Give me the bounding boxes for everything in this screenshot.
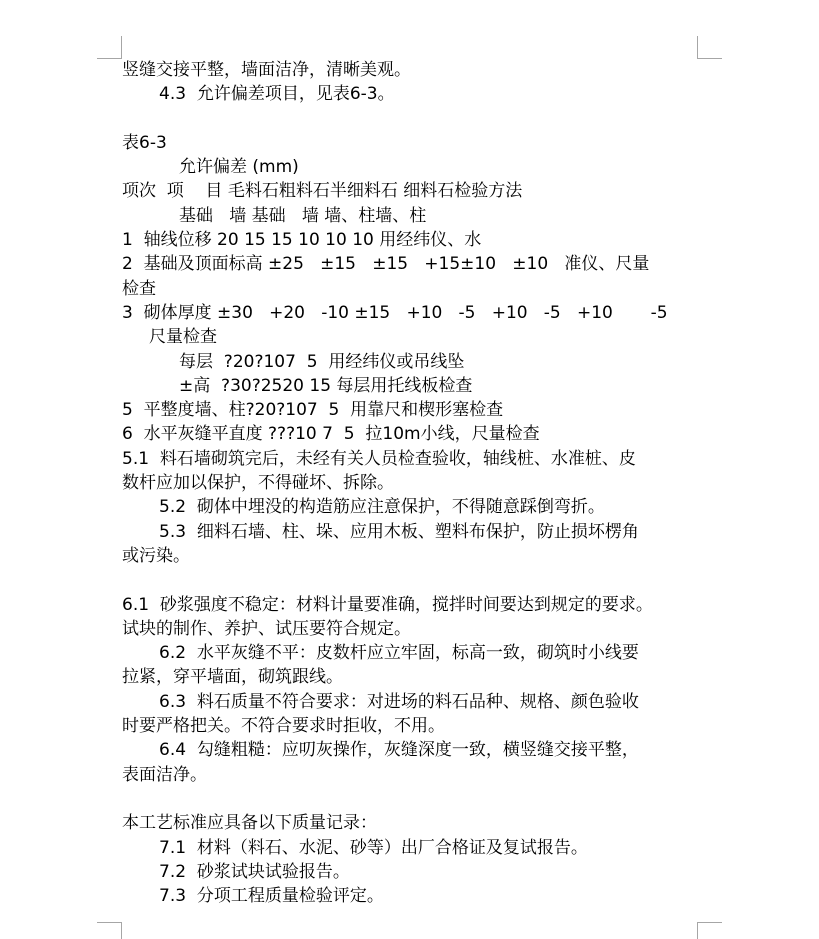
paragraph-line: 4.3 允许偏差项目，见表6-3。 [159,84,395,105]
blank-line [122,787,702,811]
paragraph-line: 试块的制作、养护、试压要符合规定。 [122,618,411,639]
paragraph-line: 6.2 水平灰缝不平：皮数杆应立牢固，标高一致，砌筑时小线要 [159,643,639,664]
table-row-line: ±高 ?30?2520 15 每层用托线板检查 [179,375,473,396]
paragraph-line: 5.3 细料石墙、柱、垛、应用木板、塑料布保护，防止损坏楞角 [159,521,639,542]
table-row-line: 每层 ?20?107 5 用经纬仪或吊线坠 [179,351,465,372]
list-item: 7.3 分项工程质量检验评定。 [159,886,384,907]
paragraph-line: 数杆应加以保护，不得碰坏、拆除。 [122,473,394,494]
table-row-line: 3 砌体厚度 ±30 +20 -10 ±15 +10 -5 +10 -5 +10 -5 [122,302,668,323]
paragraph-line: 5.1 料石墙砌筑完后，未经有关人员检查验收，轴线桩、水准桩、皮 [122,448,636,469]
table-subheader-line: 基础 墙 基础 墙 墙、柱墙、柱 [179,205,427,226]
paragraph-line: 6.1 砂浆强度不稳定：材料计量要准确，搅拌时间要达到规定的要求。 [122,594,653,615]
list-item: 7.2 砂浆试块试验报告。 [159,861,350,882]
table-row-line: 5 平整度墙、柱?20?107 5 用靠尺和楔形塞检查 [122,400,504,421]
crop-mark-bottom-right [697,922,722,939]
paragraph-line: 竖缝交接平整，墙面洁净，清晰美观。 [122,60,411,80]
table-unit-line: 允许偏差 (mm) [179,157,299,178]
blank-line [122,107,702,131]
paragraph-line: 6.3 料石质量不符合要求：对进场的料石品种、规格、颜色验收 [159,691,639,712]
table-row-line: 检查 [122,278,156,299]
table-header-line: 项次 项 目 毛料石粗料石半细料石 细料石检验方法 [122,181,523,202]
table-caption: 表6-3 [122,132,167,153]
paragraph-line: 表面洁净。 [122,764,207,785]
paragraph-line: 5.2 砌体中埋没的构造筋应注意保护，不得随意踩倒弯折。 [159,497,605,518]
paragraph-line: 6.4 勾缝粗糙：应叨灰操作，灰缝深度一致，横竖缝交接平整， [159,740,639,761]
table-row-line: 6 水平灰缝平直度 ???10 7 5 拉10m小线，尺量检查 [122,424,540,445]
list-item: 7.1 材料（料石、水泥、砂等）出厂合格证及复试报告。 [159,837,588,858]
paragraph-line: 或污染。 [122,545,190,566]
blank-line [122,568,702,592]
crop-mark-top-left [97,36,122,59]
crop-mark-top-right [697,36,722,59]
table-row-line: 2 基础及顶面标高 ±25 ±15 ±15 +15±10 ±10 准仪、尺量 [122,254,650,275]
paragraph-line: 时要严格把关。不符合要求时拒收，不用。 [122,716,445,737]
paragraph-line: 拉紧，穿平墙面，砌筑跟线。 [122,667,343,688]
section-heading-line: 本工艺标准应具备以下质量记录： [122,813,377,834]
document-body [122,58,702,908]
table-row-line: 尺量检查 [149,327,217,348]
table-row-line: 1 轴线位移 20 15 15 10 10 10 用经纬仪、水 [122,230,482,251]
crop-mark-bottom-left [97,922,122,939]
